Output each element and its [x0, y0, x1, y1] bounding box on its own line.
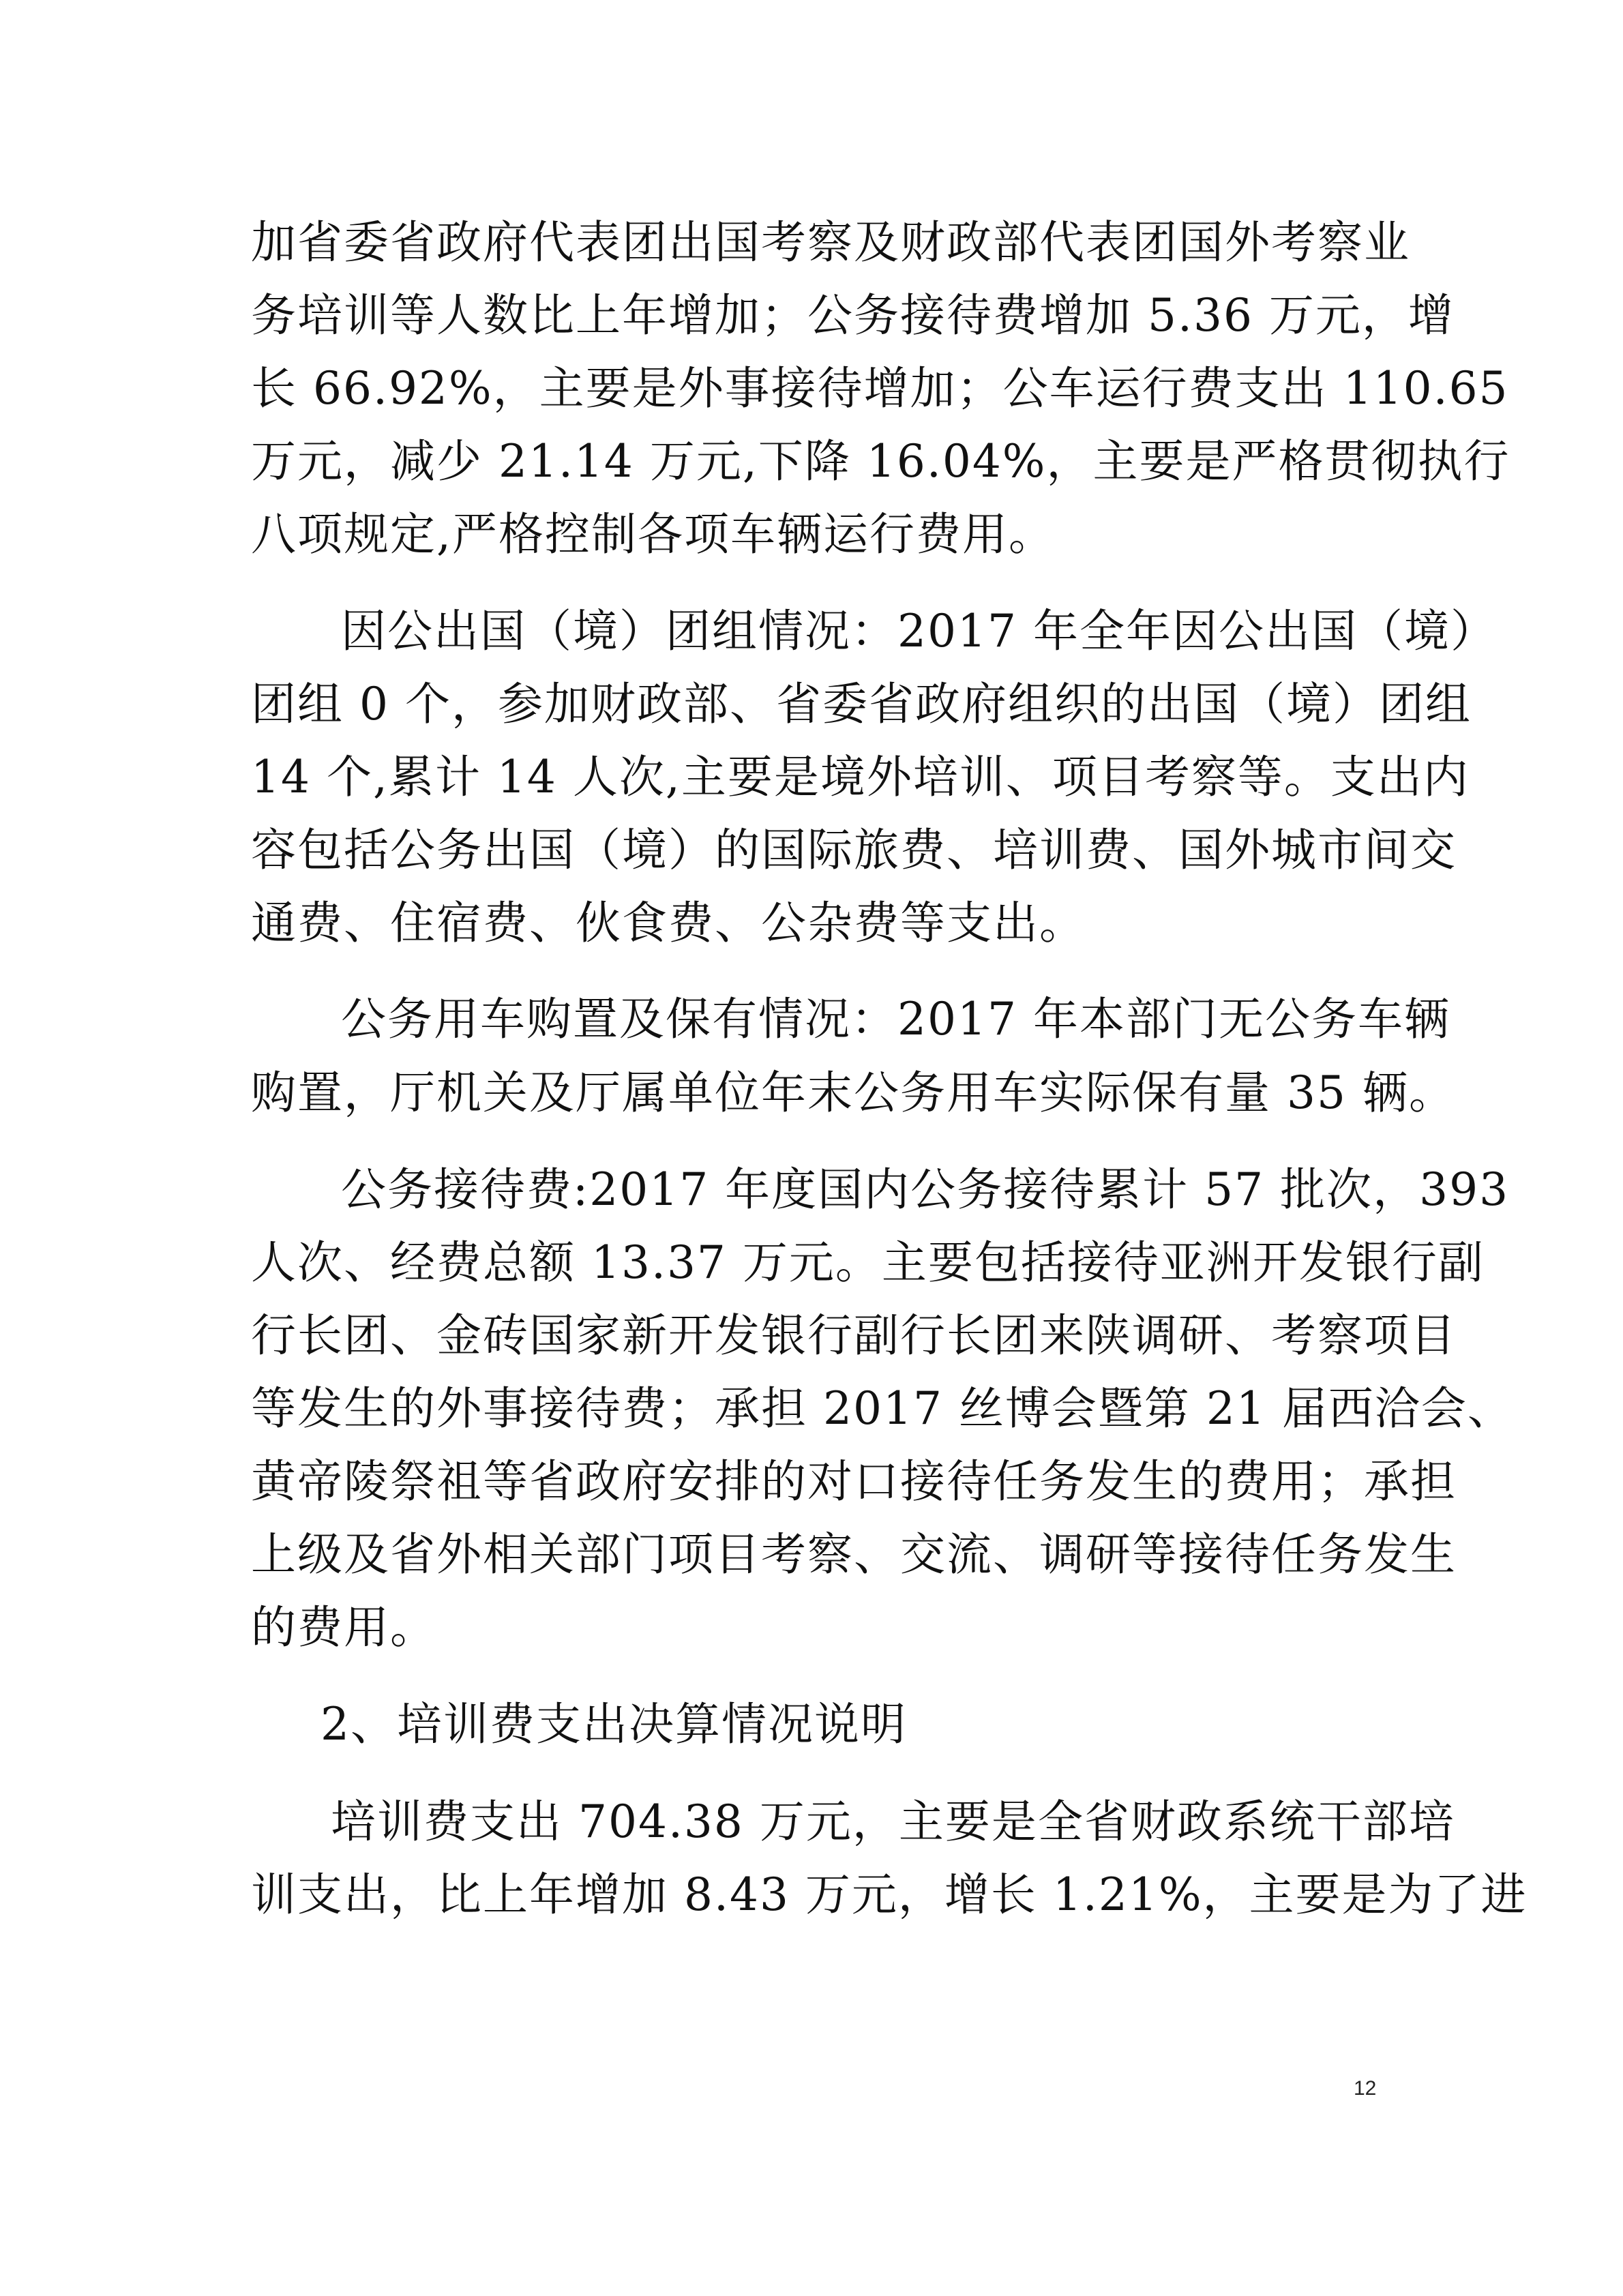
text-line: 14 个,累计 14 人次,主要是境外培训、项目考察等。支出内: [251, 751, 1470, 803]
text-line: 人次、经费总额 13.37 万元。主要包括接待亚洲开发银行副: [251, 1236, 1485, 1289]
text-line: 上级及省外相关部门项目考察、交流、调研等接待任务发生: [251, 1528, 1457, 1581]
section-heading: 2、培训费支出决算情况说明: [321, 1698, 907, 1750]
text-line: 购置，厅机关及厅属单位年末公务用车实际保有量 35 辆。: [251, 1067, 1455, 1119]
text-line: 黄帝陵祭祖等省政府安排的对口接待任务发生的费用；承担: [251, 1455, 1457, 1508]
text-line: 团组 0 个，参加财政部、省委省政府组织的出国（境）团组: [251, 678, 1472, 730]
text-line: 等发生的外事接待费；承担 2017 丝博会暨第 21 届西洽会、: [251, 1382, 1514, 1435]
text-line: 容包括公务出国（境）的国际旅费、培训费、国外城市间交: [251, 824, 1457, 876]
paragraph-first-line: 公务用车购置及保有情况：2017 年本部门无公务车辆: [341, 993, 1450, 1045]
text-line: 训支出，比上年增加 8.43 万元，增长 1.21%，主要是为了进: [251, 1868, 1528, 1921]
text-line: 行长团、金砖国家新开发银行副行长团来陕调研、考察项目: [251, 1309, 1457, 1362]
text-line: 通费、住宿费、伙食费、公杂费等支出。: [251, 897, 1086, 949]
paragraph-first-line: 培训费支出 704.38 万元，主要是全省财政系统干部培: [331, 1795, 1455, 1848]
paragraph-first-line: 公务接待费:2017 年度国内公务接待累计 57 批次，393: [341, 1163, 1510, 1216]
text-line: 加省委省政府代表团出国考察及财政部代表团国外考察业: [251, 216, 1410, 269]
text-line: 长 66.92%，主要是外事接待增加；公车运行费支出 110.65: [251, 362, 1509, 415]
text-line: 的费用。: [251, 1601, 436, 1654]
paragraph-first-line: 因公出国（境）团组情况：2017 年全年因公出国（境）: [341, 605, 1497, 657]
text-line: 务培训等人数比上年增加；公务接待费增加 5.36 万元，增: [251, 289, 1455, 342]
text-line: 八项规定,严格控制各项车辆运行费用。: [251, 508, 1055, 561]
text-line: 万元，减少 21.14 万元,下降 16.04%，主要是严格贯彻执行: [251, 435, 1510, 488]
page-number: 12: [1354, 2077, 1377, 2100]
